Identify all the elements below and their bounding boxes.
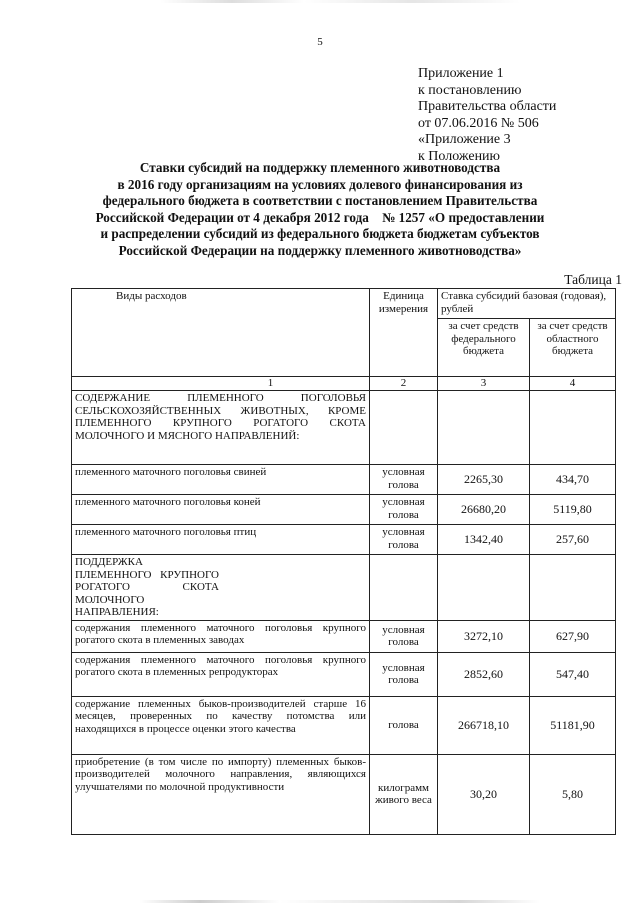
empty-cell: [530, 555, 616, 621]
column-number: 3: [438, 377, 530, 391]
regional-rate: 257,60: [530, 525, 616, 555]
title-line: Российской Федерации от 4 декабря 2012 года № 1257 «О предоставлении: [95, 209, 545, 225]
title-line: Ставки субсидий на поддержку племенного животноводства: [139, 160, 501, 175]
title-line: федерального бюджета в соответствии с постановлением Правительства: [102, 193, 538, 208]
unit-cell: условная голова: [370, 620, 438, 652]
title-line: и распределении субсидий из федерального бюджета бюджетам субъектов: [100, 226, 540, 241]
federal-rate: 3272,10: [438, 620, 530, 652]
empty-cell: [530, 391, 616, 465]
regional-rate: 5119,80: [530, 495, 616, 525]
column-number: 1: [72, 377, 370, 391]
title-line: в 2016 году организациям на условиях долевого финансирования из: [117, 176, 523, 192]
header-unit: Единица измерения: [370, 289, 438, 377]
unit-cell: килограмм живого веса: [370, 754, 438, 834]
unit-cell: условная голова: [370, 465, 438, 495]
federal-rate: 266718,10: [438, 696, 530, 754]
expense-name: содержания племенного маточного поголовья крупного рогатого скота в племенных заводах: [72, 620, 370, 652]
regional-rate: 434,70: [530, 465, 616, 495]
federal-rate: 2852,60: [438, 652, 530, 696]
appendix-line: «Приложение 3: [418, 132, 511, 147]
regional-rate: 547,40: [530, 652, 616, 696]
expense-name: содержание племенных быков-производителей старше 16 месяцев, проверенных по качеству потомства или находящихся в процессе оценки этого качества: [72, 696, 370, 754]
empty-cell: [370, 555, 438, 621]
column-number: 4: [530, 377, 616, 391]
federal-rate: 30,20: [438, 754, 530, 834]
appendix-line: Приложение 1: [418, 66, 504, 81]
page-number: 5: [317, 36, 323, 48]
appendix-line: Правительства области: [418, 99, 557, 114]
federal-rate: 2265,30: [438, 465, 530, 495]
column-number: 2: [370, 377, 438, 391]
federal-rate: 26680,20: [438, 495, 530, 525]
unit-cell: условная голова: [370, 495, 438, 525]
unit-cell: условная голова: [370, 652, 438, 696]
federal-rate: 1342,40: [438, 525, 530, 555]
expense-name: племенного маточного поголовья птиц: [72, 525, 370, 555]
scan-artifact-bottom: [140, 900, 540, 903]
appendix-reference: [418, 66, 556, 165]
empty-cell: [438, 555, 530, 621]
empty-cell: [438, 391, 530, 465]
unit-cell: голова: [370, 696, 438, 754]
table-label: Таблица 1: [564, 272, 622, 287]
appendix-line: от 07.06.2016 № 506: [418, 115, 539, 131]
scan-artifact-top: [160, 0, 520, 3]
empty-cell: [370, 391, 438, 465]
expense-name: приобретение (в том числе по импорту) племенных быков-производителей молочного направления, являющихся улучшателями по молочной продуктивности: [72, 754, 370, 834]
regional-rate: 51181,90: [530, 696, 616, 754]
document-title: [70, 160, 570, 259]
expense-name: племенного маточного поголовья свиней: [72, 465, 370, 495]
appendix-line: к постановлению: [418, 82, 522, 98]
unit-cell: условная голова: [370, 525, 438, 555]
header-base-rate: Ставка субсидий базовая (годовая), рублей: [438, 289, 616, 319]
expense-name: содержания племенного маточного поголовья крупного рогатого скота в племенных репродукторах: [72, 652, 370, 696]
regional-rate: 627,90: [530, 620, 616, 652]
header-federal-budget: за счет средств федерального бюджета: [438, 319, 530, 377]
header-expense-types: Виды расходов: [72, 289, 370, 377]
title-line: Российской Федерации на поддержку племенного животноводства»: [118, 242, 522, 258]
subsidy-rates-table: [71, 288, 616, 835]
section-heading: СОДЕРЖАНИЕ ПЛЕМЕННОГО ПОГОЛОВЬЯ СЕЛЬСКОХОЗЯЙСТВЕННЫХ ЖИВОТНЫХ, КРОМЕ ПЛЕМЕННОГО КРУПНОГО РОГАТОГО СКОТА МОЛОЧНОГО И МЯСНОГО НАПРАВЛЕНИЙ:: [72, 391, 370, 465]
regional-rate: 5,80: [530, 754, 616, 834]
expense-name: племенного маточного поголовья коней: [72, 495, 370, 525]
appendix-line: к Положению: [418, 148, 501, 164]
section-heading: ПОДДЕРЖКА ПЛЕМЕННОГО КРУПНОГО РОГАТОГО СКОТА МОЛОЧНОГО НАПРАВЛЕНИЯ:: [72, 555, 370, 621]
header-regional-budget: за счет средств областного бюджета: [530, 319, 616, 377]
